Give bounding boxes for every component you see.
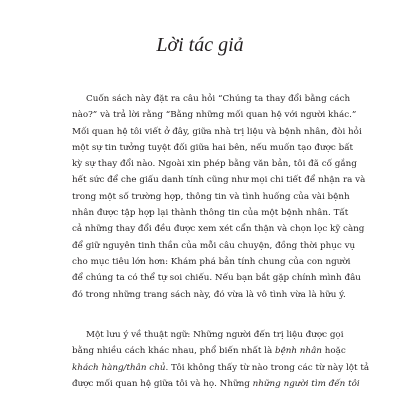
text-line: để giữ nguyên tinh thần của mỗi câu chuyện, đồng thời phục vụ xyxy=(72,240,356,251)
text-line: đó trong những trang sách này, đó vừa là vô tình vừa là hữu ý. xyxy=(72,289,346,300)
text-line: cả những thay đổi đều được xem xét cẩn thận và chọn lọc kỹ càng xyxy=(72,224,365,235)
text-line: Mối quan hệ tôi viết ở đây, giữa nhà trị liệu và bệnh nhân, đòi hỏi xyxy=(72,126,362,137)
text-line: để chúng ta có thể tự soi chiếu. Nếu bạn bắt gặp chính mình đâu xyxy=(72,273,361,284)
italic-term: khách hàng/thân chủ xyxy=(72,362,166,373)
text-run: . Tôi không thấy từ nào trong các từ này lột tả xyxy=(165,362,370,373)
text-line: cho mục tiêu lớn hơn: Khám phá bản tính chung của con người xyxy=(72,256,351,267)
text-run: được mối quan hệ giữa tôi và họ. Những xyxy=(72,378,253,389)
text-run: bằng nhiều cách khác nhau, phổ biến nhất là xyxy=(72,346,275,357)
text-line: kỳ sự thay đổi nào. Ngoài xin phép bằng văn bản, tôi đã cố gắng xyxy=(72,159,357,170)
text-line: hết sức để che giấu danh tính cũng như mọi chi tiết để nhận ra và xyxy=(72,175,366,186)
text-line: Cuốn sách này đặt ra câu hỏi “Chúng ta thay đổi bằng cách xyxy=(86,94,351,104)
text-run: hoặc xyxy=(321,346,346,357)
text-line xyxy=(72,343,394,359)
text-line xyxy=(72,376,394,392)
italic-term: những người tìm đến tôi xyxy=(252,378,360,389)
text-line: trong một số trường hợp, thông tin và tình huống của vài bệnh xyxy=(72,191,350,202)
text-line xyxy=(72,360,394,376)
paragraph-2 xyxy=(72,327,394,392)
text-line: nhân được tập hợp lại thành thông tin của một bệnh nhân. Tất xyxy=(72,208,349,219)
text-line: Một lưu ý về thuật ngữ: Những người đến trị liệu được gọi xyxy=(86,330,344,340)
text-line: một sự tin tưởng tuyệt đối giữa hai bên, nếu muốn tạo được bất xyxy=(72,142,354,153)
chapter-title: Lời tác giả xyxy=(156,34,244,56)
italic-term: bệnh nhân xyxy=(274,346,322,357)
text-line: nào?” và trả lời rằng “Bằng những mối quan hệ với người khác.” xyxy=(72,110,357,121)
paragraph-1 xyxy=(72,91,394,303)
